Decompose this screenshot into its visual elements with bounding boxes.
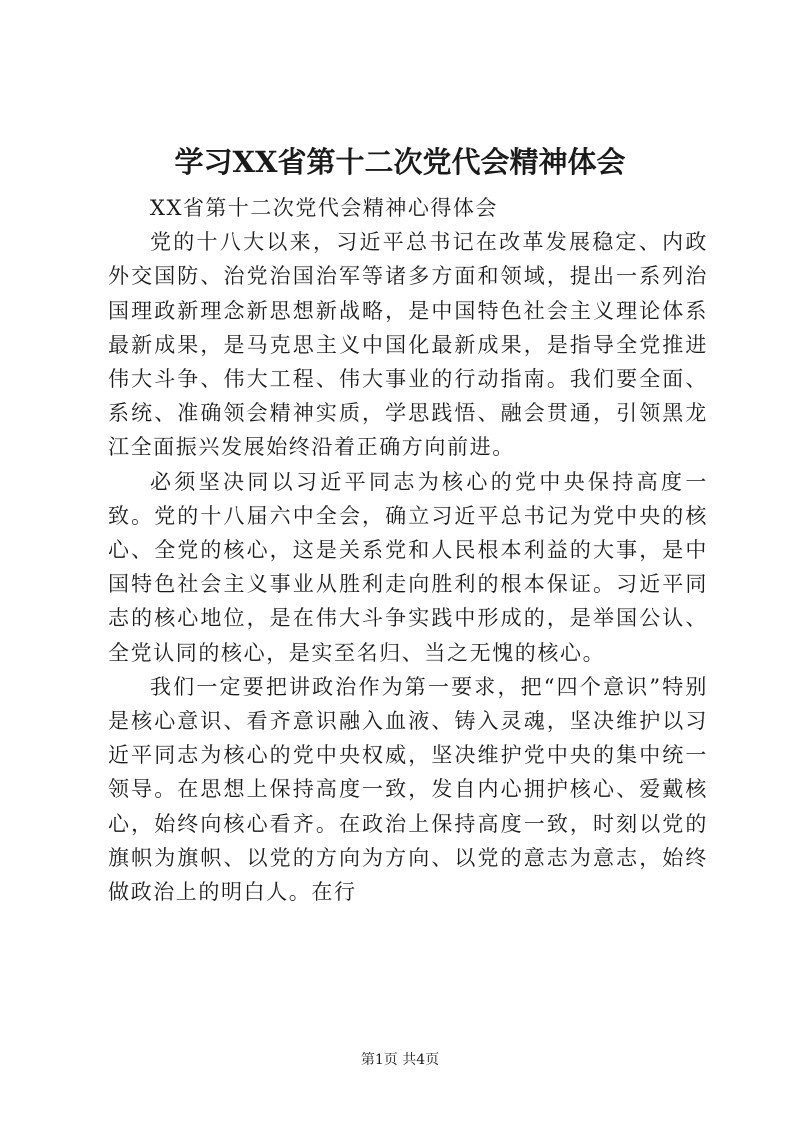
paragraph-2: 必须坚决同以习近平同志为核心的党中央保持高度一致。党的十八届六中全会，确立习近平总书记为党中央的核心、全党的核心，这是关系党和人民根本利益的大事，是中国特色社会主义事业从胜利走向胜利的根本保证。习近平同志的核心地位，是在伟大斗争实践中形成的，是举国公认、全党认同的核心，是实至名归、当之无愧的核心。	[108, 469, 708, 665]
paragraph-3: 我们一定要把讲政治作为第一要求，把“四个意识”特别是核心意识、看齐意识融入血液、铸入灵魂，坚决维护以习近平同志为核心的党中央权威，坚决维护党中央的集中统一领导。在思想上保持高度一致，发自内心拥护核心、爱戴核心，始终向核心看齐。在政治上保持高度一致，时刻以党的旗帜为旗帜、以党的方向为方向、以党的意志为意志，始终做政治上的明白人。在行	[108, 674, 708, 905]
document-title: 学习XX省第十二次党代会精神体会	[174, 145, 626, 179]
document-subtitle: XX省第十二次党代会精神心得体会	[150, 196, 498, 220]
page-footer: 第1页 共4页	[360, 1052, 440, 1068]
document-body	[108, 191, 708, 909]
paragraph-1: 党的十八大以来，习近平总书记在改革发展稳定、内政外交国防、治党治国治军等诸多方面和领域，提出一系列治国理政新理念新思想新战略，是中国特色社会主义理论体系最新成果，是马克思主义中国化最新成果，是指导全党推进伟大斗争、伟大工程、伟大事业的行动指南。我们要全面、系统、准确领会精神实质，学思践悟、融会贯通，引领黑龙江全面振兴发展始终沿着正确方向前进。	[108, 230, 708, 460]
